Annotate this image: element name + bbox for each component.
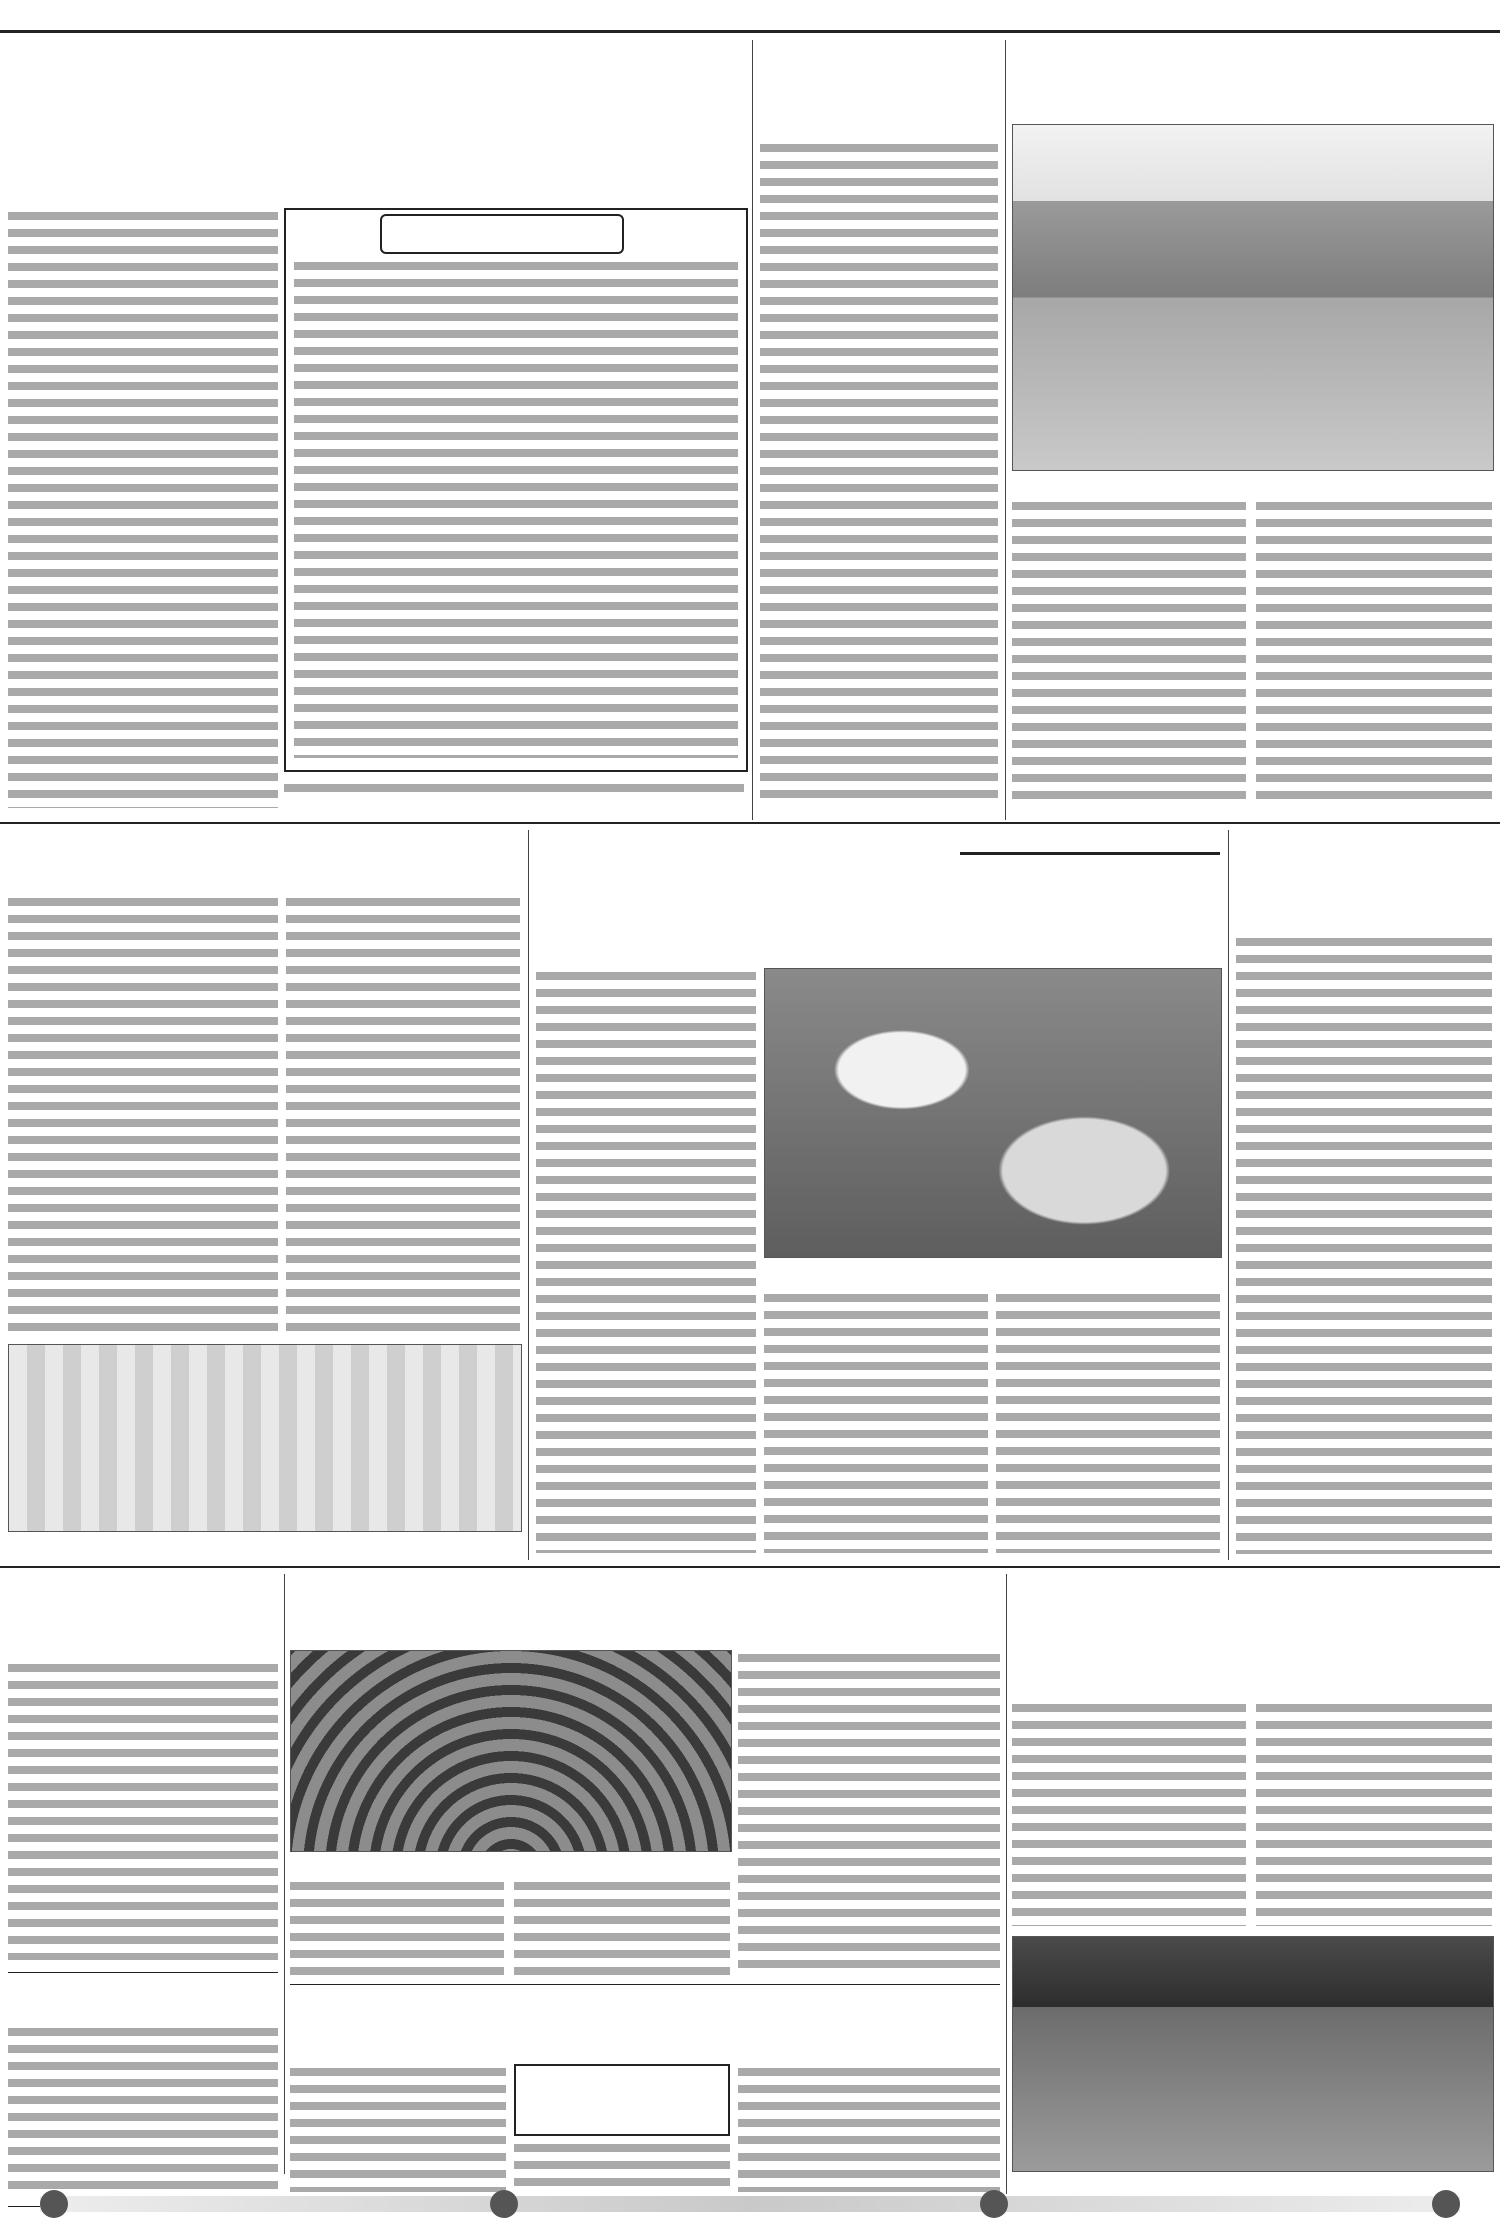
masthead-place-date <box>8 4 368 24</box>
science-fair-body-col2 <box>286 894 520 1334</box>
disability-kicker <box>1012 1580 1492 1616</box>
masthead-rule <box>0 30 1500 33</box>
village-road-body-col1 <box>1012 498 1246 808</box>
gherao-photo <box>290 1650 732 1852</box>
footer-circle-mark-icon <box>1432 2190 1460 2218</box>
disability-body-col1 <box>1012 1700 1246 1926</box>
gherao-body-col3 <box>738 1650 1000 1976</box>
village-road-photo <box>1012 124 1494 471</box>
gherao-body-col2 <box>514 1878 730 1976</box>
disability-headline <box>1012 1624 1492 1688</box>
bamboo-caption <box>764 1262 1220 1280</box>
col-rule-5 <box>284 1574 285 2174</box>
bjp-headline <box>1236 878 1492 922</box>
mosquito-box-body <box>294 258 738 758</box>
gherao-rule <box>290 1984 1000 1985</box>
classroom-body-col2 <box>514 2140 730 2192</box>
classroom-headline <box>296 1994 996 2052</box>
col-rule-3 <box>528 830 529 1560</box>
college-rule <box>8 1972 278 1973</box>
disability-caption <box>1012 2172 1492 2190</box>
bamboo-kicker-rule <box>960 852 1220 855</box>
classroom-body-col3 <box>738 2064 1000 2192</box>
gherao-caption <box>290 1854 730 1872</box>
bamboo-body-col3 <box>996 1290 1220 1553</box>
footer-circle-mark-icon <box>490 2190 518 2218</box>
bjp-kicker <box>1236 834 1492 870</box>
prem-yatra-body <box>8 2024 278 2196</box>
footer-bar <box>40 2196 1460 2212</box>
mosquito-body-col1 <box>8 208 278 808</box>
science-fair-photo <box>8 1344 522 1532</box>
village-road-headline <box>1012 46 1492 110</box>
bjp-body <box>1236 934 1492 1554</box>
mosquito-box-title <box>390 218 610 248</box>
col-rule-6 <box>1006 1574 1007 2194</box>
college-headline <box>8 1578 278 1648</box>
footer-circle-mark-icon <box>980 2190 1008 2218</box>
mosquito-headline <box>10 100 750 195</box>
bamboo-kicker <box>560 834 920 870</box>
science-fair-body-col1 <box>8 894 278 1334</box>
disability-photo <box>1012 1936 1494 2172</box>
science-fair-headline <box>8 832 488 884</box>
col-rule-1 <box>752 40 753 820</box>
bamboo-photo <box>764 968 1222 1258</box>
certificate-headline <box>760 44 1000 126</box>
science-fair-caption <box>8 1534 520 1552</box>
mosquito-closing-line <box>284 780 744 797</box>
bamboo-body-col1 <box>536 968 756 1553</box>
col-rule-2 <box>1005 40 1006 820</box>
bamboo-body-col2 <box>764 1290 988 1553</box>
bamboo-headline <box>530 880 1220 958</box>
college-body <box>8 1660 278 1960</box>
gherao-headline <box>290 1580 1000 1638</box>
classroom-school-box-text <box>520 2070 720 2128</box>
band-rule-2 <box>0 1566 1500 1568</box>
village-road-body-col2 <box>1256 498 1492 808</box>
page-label <box>1402 0 1492 30</box>
footer-circle-mark-icon <box>40 2190 68 2218</box>
mosquito-kicker <box>28 40 568 88</box>
gherao-body-col1 <box>290 1878 504 1976</box>
prem-yatra-headline <box>8 1980 278 2016</box>
col-rule-4 <box>1228 830 1229 1560</box>
certificate-body <box>760 140 998 805</box>
disability-body-col2 <box>1256 1700 1492 1926</box>
classroom-body-col1 <box>290 2064 506 2192</box>
village-road-caption <box>1012 474 1492 492</box>
band-rule-1 <box>0 822 1500 824</box>
